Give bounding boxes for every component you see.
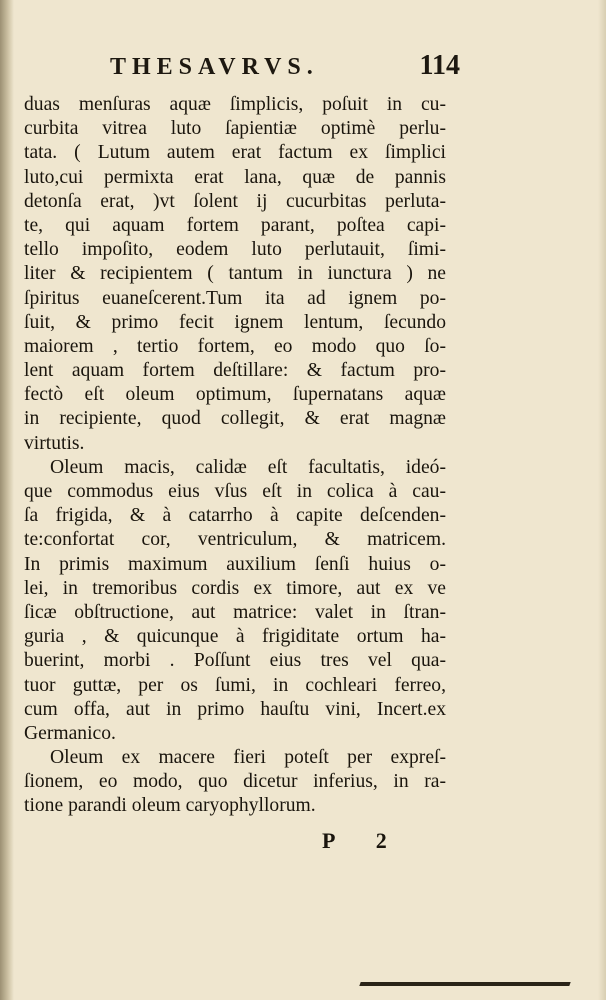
page-gutter-shadow bbox=[0, 0, 14, 1000]
signature-mark: P 2 bbox=[322, 828, 405, 853]
text-line: Germanico. bbox=[24, 722, 116, 744]
text-line: luto,cui permixta erat lana, quæ de pannis bbox=[24, 166, 446, 188]
text-line: maiorem , tertio fortem, eo modo quo ſo- bbox=[24, 335, 446, 357]
text-line: tata. ( Lutum autem erat factum ex ſimplici bbox=[24, 142, 446, 164]
text-line: In primis maximum auxilium ſenſi huius o- bbox=[24, 553, 446, 575]
text-line: duas menſuras aquæ ſimplicis, poſuit in cu- bbox=[24, 94, 446, 115]
text-line: ſpiritus euaneſcerent.Tum ita ad ignem po- bbox=[24, 287, 446, 309]
text-line: te:confortat cor, ventriculum, & matricem. bbox=[24, 529, 446, 551]
text-line: ſicæ obſtructione, aut matrice: valet in ſtran- bbox=[24, 601, 446, 623]
running-title: THESAVRVS. bbox=[110, 54, 319, 80]
page-number: 114 bbox=[419, 50, 460, 81]
text-line: buerint, morbi . Poſſunt eius tres vel qua- bbox=[24, 650, 446, 672]
text-line: guria , & quicunque à frigiditate ortum ha- bbox=[24, 626, 446, 648]
text-line: tello impoſito, eodem luto perlutauit, ſimi- bbox=[24, 239, 446, 261]
page-edge bbox=[598, 0, 606, 1000]
text-line: ſionem, eo modo, quo dicetur inferius, in ra- bbox=[24, 771, 446, 793]
text-line: lei, in tremoribus cordis ex timore, aut ex ve bbox=[24, 577, 446, 599]
page-bottom-shadow bbox=[359, 982, 570, 986]
text-line: tione parandi oleum caryophyllorum. bbox=[24, 795, 316, 817]
text-line: que commodus eius vſus eſt in colica à cau- bbox=[24, 481, 446, 502]
text-line: ſa frigida, & à catarrho à capite deſcenden- bbox=[24, 505, 446, 527]
text-line: cum offa, aut in primo hauſtu vini, Incert.ex bbox=[24, 698, 446, 720]
text-line: curbita vitrea luto ſapientiæ optimè perlu- bbox=[24, 118, 446, 140]
body-text bbox=[24, 93, 446, 819]
text-line: tuor guttæ, per os ſumi, in cochleari ferreo, bbox=[24, 674, 446, 696]
text-line: virtutis. bbox=[24, 432, 85, 454]
text-line: detonſa erat, )vt ſolent ij cucurbitas perluta- bbox=[24, 190, 446, 212]
text-line: lent aquam fortem deſtillare: & factum pro- bbox=[24, 360, 446, 382]
text-line: in recipiente, quod collegit, & erat magnæ bbox=[24, 408, 446, 430]
text-line: ſuit, & primo fecit ignem lentum, ſecundo bbox=[24, 311, 446, 333]
text-line: fectò eſt oleum optimum, ſupernatans aquæ bbox=[24, 384, 446, 406]
text-line: Oleum ex macere fieri poteſt per expreſ- bbox=[50, 747, 446, 769]
page-header bbox=[110, 50, 460, 86]
text-line: te, qui aquam fortem parant, poſtea capi- bbox=[24, 214, 446, 236]
text-line: Oleum macis, calidæ eſt facultatis, ideó- bbox=[50, 456, 446, 478]
text-line: liter & recipientem ( tantum in iunctura ) ne bbox=[24, 263, 446, 285]
